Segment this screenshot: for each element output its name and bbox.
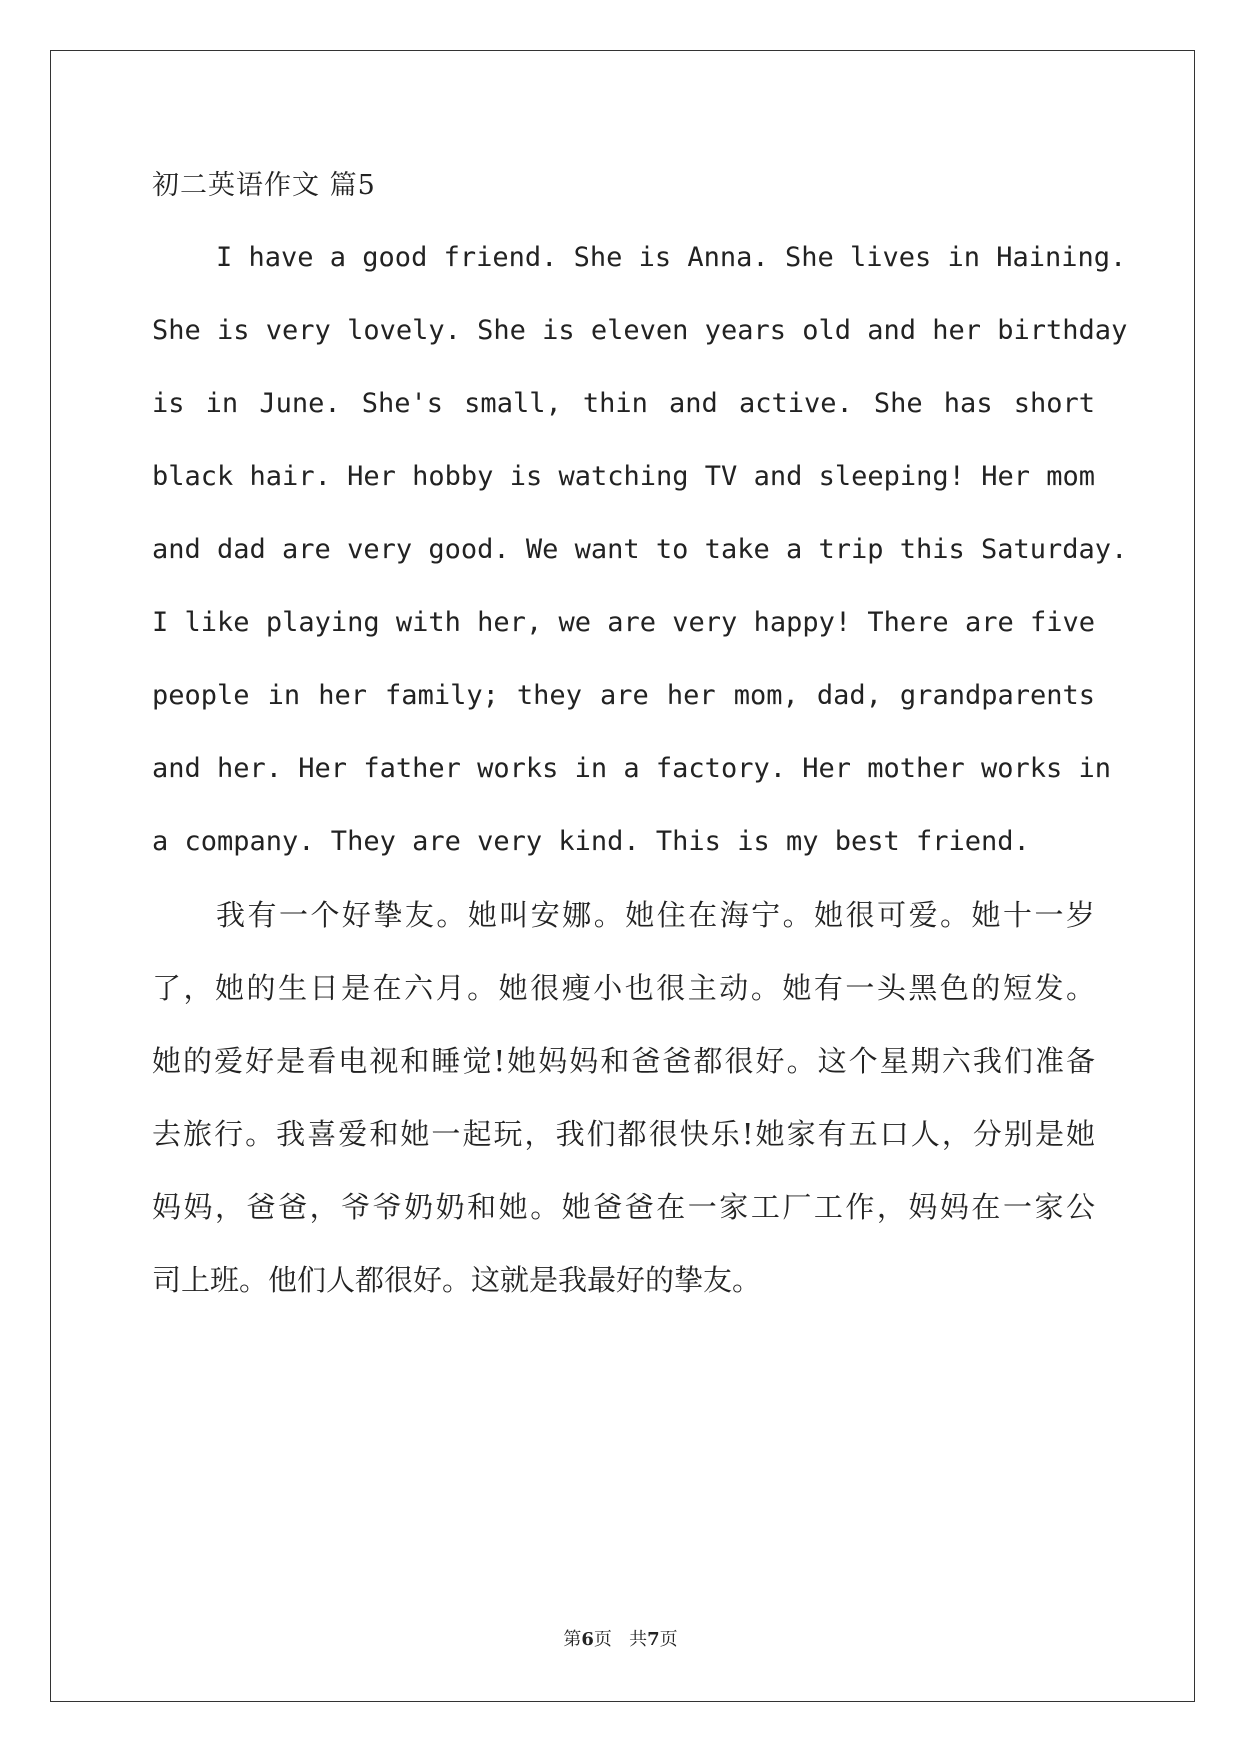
essay-heading: 初二英语作文 篇5 <box>152 170 376 201</box>
page-border <box>50 50 1195 1702</box>
english-paragraph-line: people in her family; they are her mom, dad, grandparents <box>152 680 1095 711</box>
english-paragraph-line: a company. They are very kind. This is my best friend. <box>152 826 1030 857</box>
chinese-paragraph-line: 去旅行。我喜爱和她一起玩，我们都很快乐!她家有五口人，分别是她 <box>152 1117 1095 1151</box>
english-paragraph-line: I have a good friend. She is Anna. She lives in Haining. <box>216 242 1127 273</box>
chinese-paragraph-line: 了，她的生日是在六月。她很瘦小也很主动。她有一头黑色的短发。 <box>152 971 1095 1005</box>
english-paragraph-line: is in June. She's small, thin and active. She has short <box>152 388 1095 419</box>
english-paragraph-line: and her. Her father works in a factory. Her mother works in <box>152 753 1112 784</box>
english-paragraph-line: I like playing with her, we are very happy! There are five <box>152 607 1095 638</box>
chinese-paragraph-line: 她的爱好是看电视和睡觉!她妈妈和爸爸都很好。这个星期六我们准备 <box>152 1044 1095 1078</box>
chinese-paragraph-line: 司上班。他们人都很好。这就是我最好的挚友。 <box>152 1263 762 1297</box>
total-page-count: 7 <box>647 1629 660 1650</box>
chinese-paragraph-line: 我有一个好挚友。她叫安娜。她住在海宁。她很可爱。她十一岁 <box>216 898 1095 932</box>
english-paragraph-line: She is very lovely. She is eleven years old and her birthday <box>152 315 1128 346</box>
english-paragraph-line: black hair. Her hobby is watching TV and sleeping! Her mom <box>152 461 1095 492</box>
footer-total-prefix: 共 <box>629 1629 648 1650</box>
footer-prefix: 第 <box>563 1629 582 1650</box>
chinese-paragraph-line: 妈妈，爸爸，爷爷奶奶和她。她爸爸在一家工厂工作，妈妈在一家公 <box>152 1190 1095 1224</box>
english-paragraph-line: and dad are very good. We want to take a trip this Saturday. <box>152 534 1128 565</box>
footer-page-word: 页 <box>593 1629 612 1650</box>
page-footer <box>0 1628 1241 1652</box>
current-page-number: 6 <box>581 1629 594 1650</box>
footer-total-suffix: 页 <box>659 1629 678 1650</box>
